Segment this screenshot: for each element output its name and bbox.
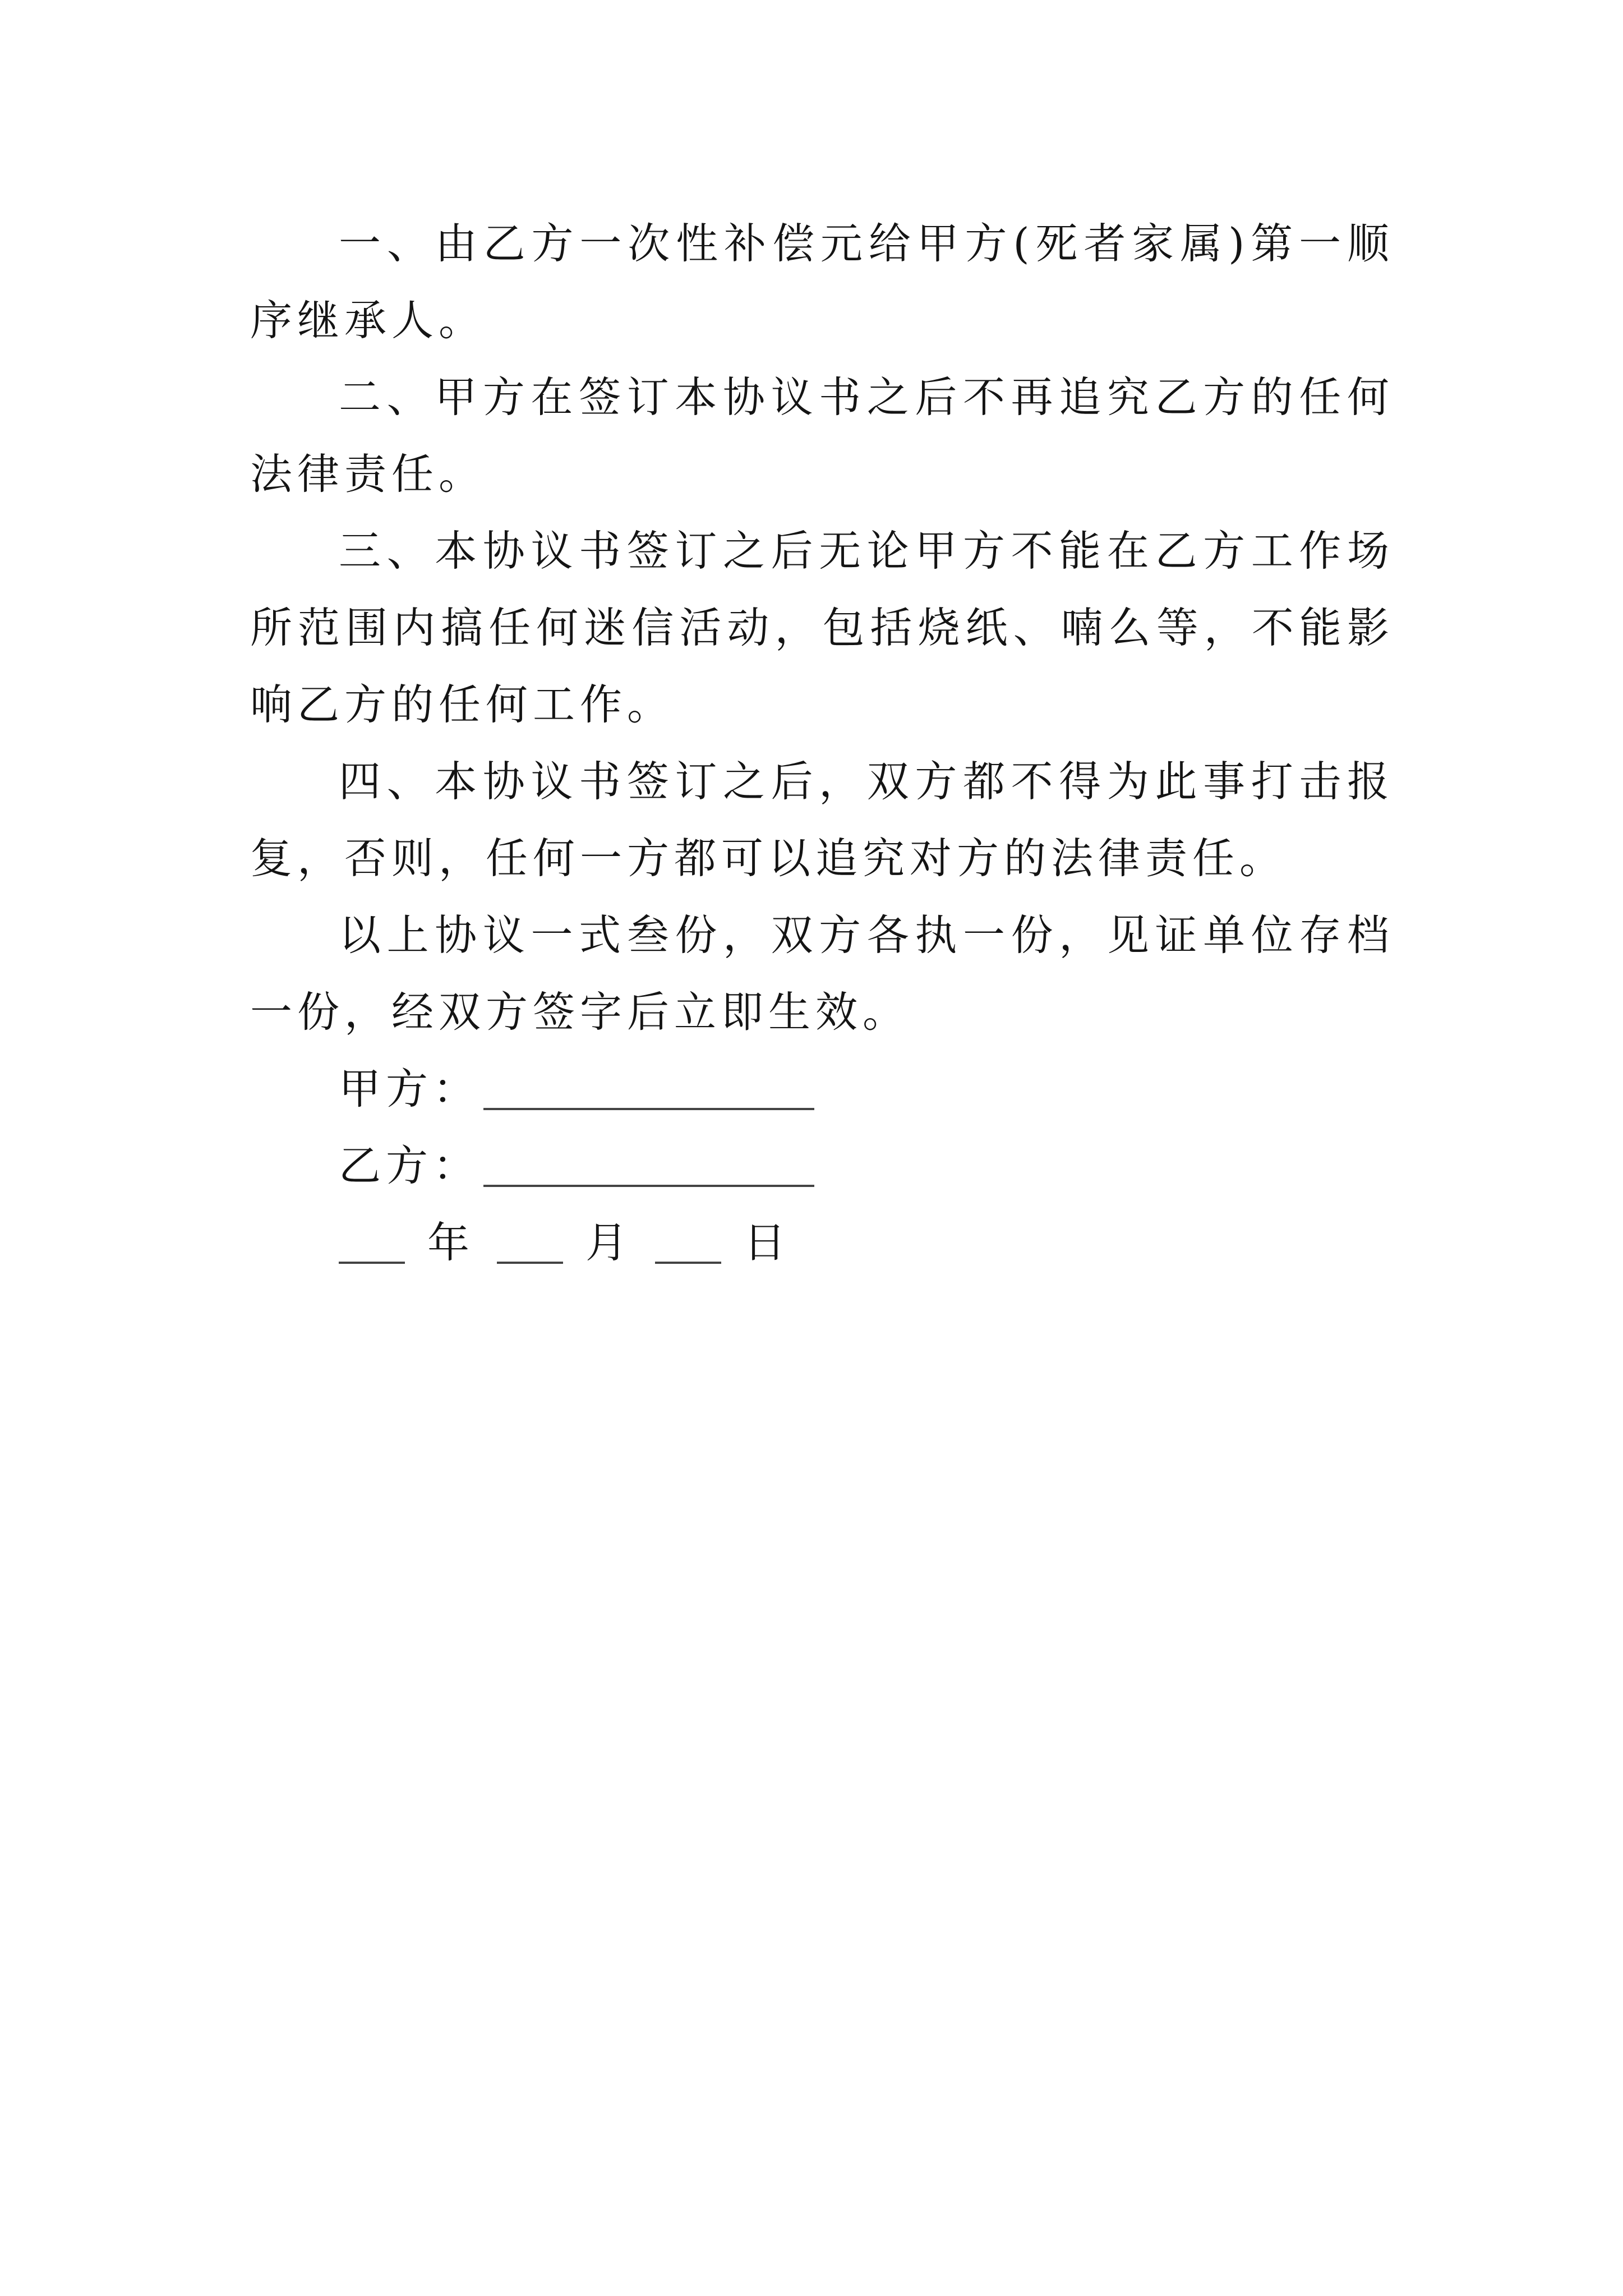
party-a-signature-blank[interactable] — [483, 1108, 814, 1110]
day-label: 日 — [744, 1218, 791, 1267]
month-label: 月 — [585, 1218, 633, 1267]
date-line — [250, 1204, 1394, 1281]
clause-2: 二、甲方在签订本协议书之后不再追究乙方的任何法律责任。 — [250, 372, 1394, 499]
party-b-signature-blank[interactable] — [483, 1185, 814, 1187]
agreement-body — [250, 205, 1394, 1281]
party-b-signature-line — [250, 1128, 1394, 1204]
day-blank[interactable] — [655, 1262, 721, 1264]
clause-4: 四、本协议书签订之后，双方都不得为此事打击报复，否则，任何一方都可以追究对方的法律责任。 — [250, 757, 1394, 883]
party-b-label: 乙方： — [339, 1141, 481, 1190]
year-blank[interactable] — [339, 1262, 405, 1264]
clause-1: 一、由乙方一次性补偿元给甲方(死者家属)第一顺序继承人。 — [250, 219, 1394, 345]
year-label: 年 — [427, 1218, 475, 1267]
party-a-signature-line — [250, 1051, 1394, 1128]
month-blank[interactable] — [497, 1262, 563, 1264]
clause-3: 三、本协议书签订之后无论甲方不能在乙方工作场所范围内搞任何迷信活动，包括烧纸、喃么等，不能影响乙方的任何工作。 — [250, 526, 1394, 729]
effect-statement: 以上协议一式叁份，双方各执一份，见证单位存档一份，经双方签字后立即生效。 — [250, 910, 1394, 1037]
party-a-label: 甲方： — [339, 1064, 481, 1114]
